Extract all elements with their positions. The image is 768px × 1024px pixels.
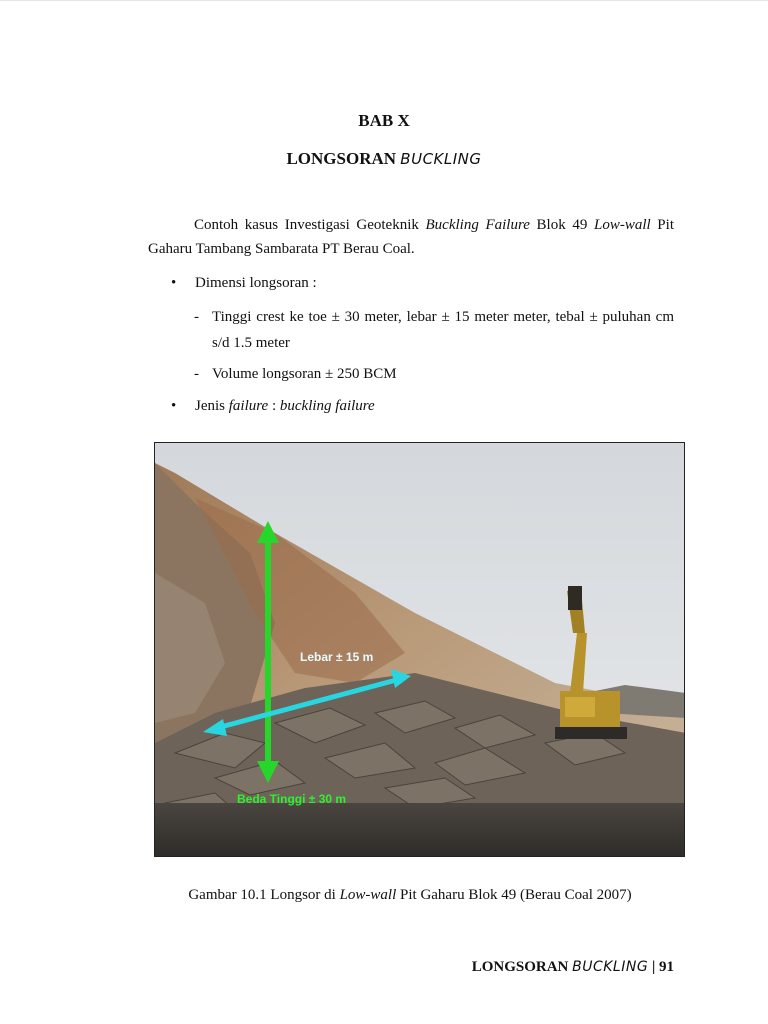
figure-caption: Gambar 10.1 Longsor di Low-wall Pit Gaharu Blok 49 (Berau Coal 2007) xyxy=(188,887,632,903)
dimension-item-volume-text: Volume longsoran ± 250 BCM xyxy=(212,366,397,382)
intro-text-1: Contoh kasus Investigasi Geoteknik xyxy=(194,217,426,233)
intro-paragraph xyxy=(148,213,674,261)
width-label: Lebar ± 15 m xyxy=(300,650,374,664)
page-footer xyxy=(472,959,674,976)
landslide-photo xyxy=(154,442,685,857)
intro-italic-2: Low-wall xyxy=(593,217,651,233)
dimension-item-height-text: Tinggi crest ke toe ± 30 meter, lebar ± 15 meter meter, tebal ± puluhan cm s/d 1.5 meter xyxy=(212,309,674,351)
chapter-heading: BAB X xyxy=(358,111,410,130)
footer-title: LONGSORAN xyxy=(471,959,569,975)
intro-text-2: Blok 49 xyxy=(529,217,594,233)
height-label: Beda Tinggi ± 30 m xyxy=(237,792,347,806)
page-number: 91 xyxy=(659,959,674,975)
chapter-title-italic: BUCKLING xyxy=(400,150,482,168)
bullet-dot: • xyxy=(171,398,177,414)
document-page: BAB X LONGSORAN BUCKLING Contoh kasus Investigasi Geoteknik Buckling Failure Blok 49 Low-wall Pit Gaharu Tambang Sambarata PT Berau Coal. • Dimensi longsoran : - Tinggi crest ke toe ± 30 meter, lebar ± 15 meter meter, tebal ± puluhan cm s/d 1.5 meter - Volume longsoran ± 250 BCM • Jenis failure : buckling failure Lebar ± 15 m Beda Tinggi ± 30 m Gambar 10.1 Longsor di Low-wall Pit Gaharu Blok 49 (Berau Coal 2007) LONGSORAN BUCKLING | 91 xyxy=(0,0,768,1024)
bullet-dimensions-label: Dimensi longsoran : xyxy=(195,275,317,291)
chapter-title-main: LONGSORAN xyxy=(286,149,397,168)
bullet-dot: • xyxy=(171,275,177,291)
footer-title-italic: BUCKLING xyxy=(572,959,649,975)
intro-text-3: Pit Gaharu Tambang Sambarata PT Berau Coal. xyxy=(148,217,674,257)
footer-separator: | xyxy=(651,959,656,975)
intro-italic-1: Buckling Failure xyxy=(425,217,530,233)
chapter-title xyxy=(0,149,768,169)
bullet-failure-type-text: Jenis failure : buckling failure xyxy=(195,398,375,414)
